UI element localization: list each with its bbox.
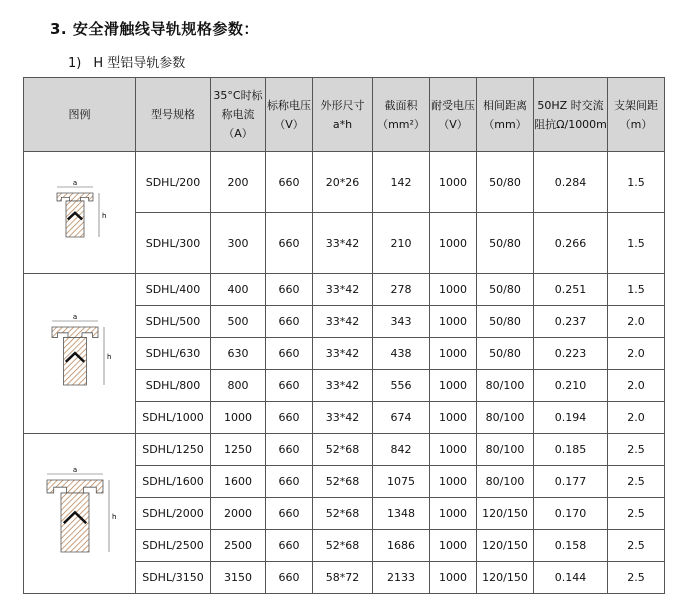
- model-cell: SDHL/500: [136, 306, 211, 338]
- dimension-h-label: h: [106, 352, 111, 361]
- subsection-number: 1): [68, 56, 82, 71]
- header-withstand-voltage: 耐受电压（V）: [430, 78, 477, 152]
- value-cell: 660: [266, 562, 313, 594]
- value-cell: 50/80: [477, 274, 534, 306]
- value-cell: 1000: [211, 402, 266, 434]
- header-bracket-spacing: 支架间距（m）: [608, 78, 665, 152]
- value-cell: 200: [211, 152, 266, 213]
- header-dimensions: 外形尺寸 a*h: [313, 78, 373, 152]
- value-cell: 2.0: [608, 402, 665, 434]
- header-cross-section: 截面积（mm²）: [373, 78, 430, 152]
- value-cell: 142: [373, 152, 430, 213]
- value-cell: 1.5: [608, 213, 665, 274]
- value-cell: 33*42: [313, 402, 373, 434]
- model-cell: SDHL/800: [136, 370, 211, 402]
- value-cell: 1000: [430, 498, 477, 530]
- value-cell: 660: [266, 213, 313, 274]
- value-cell: 278: [373, 274, 430, 306]
- value-cell: 1075: [373, 466, 430, 498]
- subsection-heading: [68, 52, 185, 71]
- value-cell: 0.158: [534, 530, 608, 562]
- value-cell: 1000: [430, 562, 477, 594]
- value-cell: 52*68: [313, 530, 373, 562]
- value-cell: 1000: [430, 306, 477, 338]
- value-cell: 660: [266, 370, 313, 402]
- value-cell: 1000: [430, 213, 477, 274]
- value-cell: 50/80: [477, 306, 534, 338]
- value-cell: 2.5: [608, 530, 665, 562]
- rail-profile-diagram: [24, 274, 136, 434]
- value-cell: 0.237: [534, 306, 608, 338]
- dimension-a-label: a: [72, 465, 77, 474]
- value-cell: 300: [211, 213, 266, 274]
- value-cell: 0.144: [534, 562, 608, 594]
- value-cell: 50/80: [477, 213, 534, 274]
- value-cell: 400: [211, 274, 266, 306]
- h-rail-profile-medium-icon: [42, 313, 118, 395]
- value-cell: 0.194: [534, 402, 608, 434]
- value-cell: 33*42: [313, 213, 373, 274]
- value-cell: 80/100: [477, 434, 534, 466]
- value-cell: 1.5: [608, 152, 665, 213]
- value-cell: 80/100: [477, 466, 534, 498]
- model-cell: SDHL/3150: [136, 562, 211, 594]
- header-row: [24, 78, 665, 152]
- h-rail-profile-large-icon: [37, 466, 123, 562]
- value-cell: 660: [266, 152, 313, 213]
- value-cell: 33*42: [313, 274, 373, 306]
- header-model: 型号规格: [136, 78, 211, 152]
- h-rail-profile-small-icon: [47, 179, 113, 247]
- header-phase-spacing: 相间距离（mm）: [477, 78, 534, 152]
- value-cell: 660: [266, 338, 313, 370]
- value-cell: 842: [373, 434, 430, 466]
- value-cell: 660: [266, 466, 313, 498]
- value-cell: 1250: [211, 434, 266, 466]
- value-cell: 2.0: [608, 338, 665, 370]
- value-cell: 120/150: [477, 498, 534, 530]
- value-cell: 556: [373, 370, 430, 402]
- value-cell: 2500: [211, 530, 266, 562]
- value-cell: 52*68: [313, 466, 373, 498]
- value-cell: 80/100: [477, 370, 534, 402]
- value-cell: 50/80: [477, 338, 534, 370]
- value-cell: 660: [266, 274, 313, 306]
- value-cell: 500: [211, 306, 266, 338]
- model-cell: SDHL/200: [136, 152, 211, 213]
- model-cell: SDHL/2000: [136, 498, 211, 530]
- value-cell: 1000: [430, 338, 477, 370]
- value-cell: 2.0: [608, 306, 665, 338]
- value-cell: 0.284: [534, 152, 608, 213]
- dimension-h-label: h: [111, 512, 116, 521]
- h-rail-spec-table: [23, 77, 665, 594]
- value-cell: 0.170: [534, 498, 608, 530]
- dimension-h-label: h: [101, 211, 106, 220]
- value-cell: 0.266: [534, 213, 608, 274]
- header-ac-impedance: 50HZ 时交流阻抗Ω/1000m: [534, 78, 608, 152]
- value-cell: 343: [373, 306, 430, 338]
- value-cell: 80/100: [477, 402, 534, 434]
- value-cell: 33*42: [313, 370, 373, 402]
- value-cell: 2.5: [608, 562, 665, 594]
- value-cell: 52*68: [313, 434, 373, 466]
- value-cell: 630: [211, 338, 266, 370]
- value-cell: 1686: [373, 530, 430, 562]
- value-cell: 3150: [211, 562, 266, 594]
- value-cell: 660: [266, 530, 313, 562]
- model-cell: SDHL/630: [136, 338, 211, 370]
- value-cell: 1000: [430, 370, 477, 402]
- value-cell: 660: [266, 498, 313, 530]
- value-cell: 800: [211, 370, 266, 402]
- value-cell: 660: [266, 402, 313, 434]
- value-cell: 0.177: [534, 466, 608, 498]
- header-rated-current: 35°C时标称电流（A）: [211, 78, 266, 152]
- value-cell: 2.5: [608, 498, 665, 530]
- value-cell: 1000: [430, 466, 477, 498]
- value-cell: 33*42: [313, 338, 373, 370]
- subsection-title: H 型铝导轨参数: [93, 56, 186, 71]
- dimension-a-label: a: [72, 178, 77, 187]
- value-cell: 660: [266, 434, 313, 466]
- value-cell: 1600: [211, 466, 266, 498]
- value-cell: 120/150: [477, 530, 534, 562]
- table-row: [24, 434, 665, 466]
- value-cell: 1348: [373, 498, 430, 530]
- value-cell: 1000: [430, 274, 477, 306]
- value-cell: 210: [373, 213, 430, 274]
- table-row: [24, 152, 665, 213]
- value-cell: 58*72: [313, 562, 373, 594]
- value-cell: 33*42: [313, 306, 373, 338]
- value-cell: 1000: [430, 434, 477, 466]
- model-cell: SDHL/1600: [136, 466, 211, 498]
- value-cell: 2133: [373, 562, 430, 594]
- value-cell: 0.251: [534, 274, 608, 306]
- value-cell: 1000: [430, 402, 477, 434]
- value-cell: 0.223: [534, 338, 608, 370]
- value-cell: 1000: [430, 530, 477, 562]
- value-cell: 120/150: [477, 562, 534, 594]
- value-cell: 2000: [211, 498, 266, 530]
- model-cell: SDHL/2500: [136, 530, 211, 562]
- value-cell: 674: [373, 402, 430, 434]
- header-legend: 图例: [24, 78, 136, 152]
- value-cell: 660: [266, 306, 313, 338]
- value-cell: 1.5: [608, 274, 665, 306]
- value-cell: 2.0: [608, 370, 665, 402]
- value-cell: 438: [373, 338, 430, 370]
- value-cell: 20*26: [313, 152, 373, 213]
- value-cell: 2.5: [608, 466, 665, 498]
- section-heading: 3. 安全滑触线导轨规格参数：: [50, 20, 259, 38]
- value-cell: 52*68: [313, 498, 373, 530]
- value-cell: 0.185: [534, 434, 608, 466]
- value-cell: 1000: [430, 152, 477, 213]
- model-cell: SDHL/400: [136, 274, 211, 306]
- model-cell: SDHL/300: [136, 213, 211, 274]
- table-row: [24, 274, 665, 306]
- rail-profile-diagram: [24, 152, 136, 274]
- value-cell: 50/80: [477, 152, 534, 213]
- rail-profile-diagram: [24, 434, 136, 594]
- model-cell: SDHL/1000: [136, 402, 211, 434]
- model-cell: SDHL/1250: [136, 434, 211, 466]
- value-cell: 0.210: [534, 370, 608, 402]
- dimension-a-label: a: [72, 312, 77, 321]
- value-cell: 2.5: [608, 434, 665, 466]
- header-rated-voltage: 标称电压（V）: [266, 78, 313, 152]
